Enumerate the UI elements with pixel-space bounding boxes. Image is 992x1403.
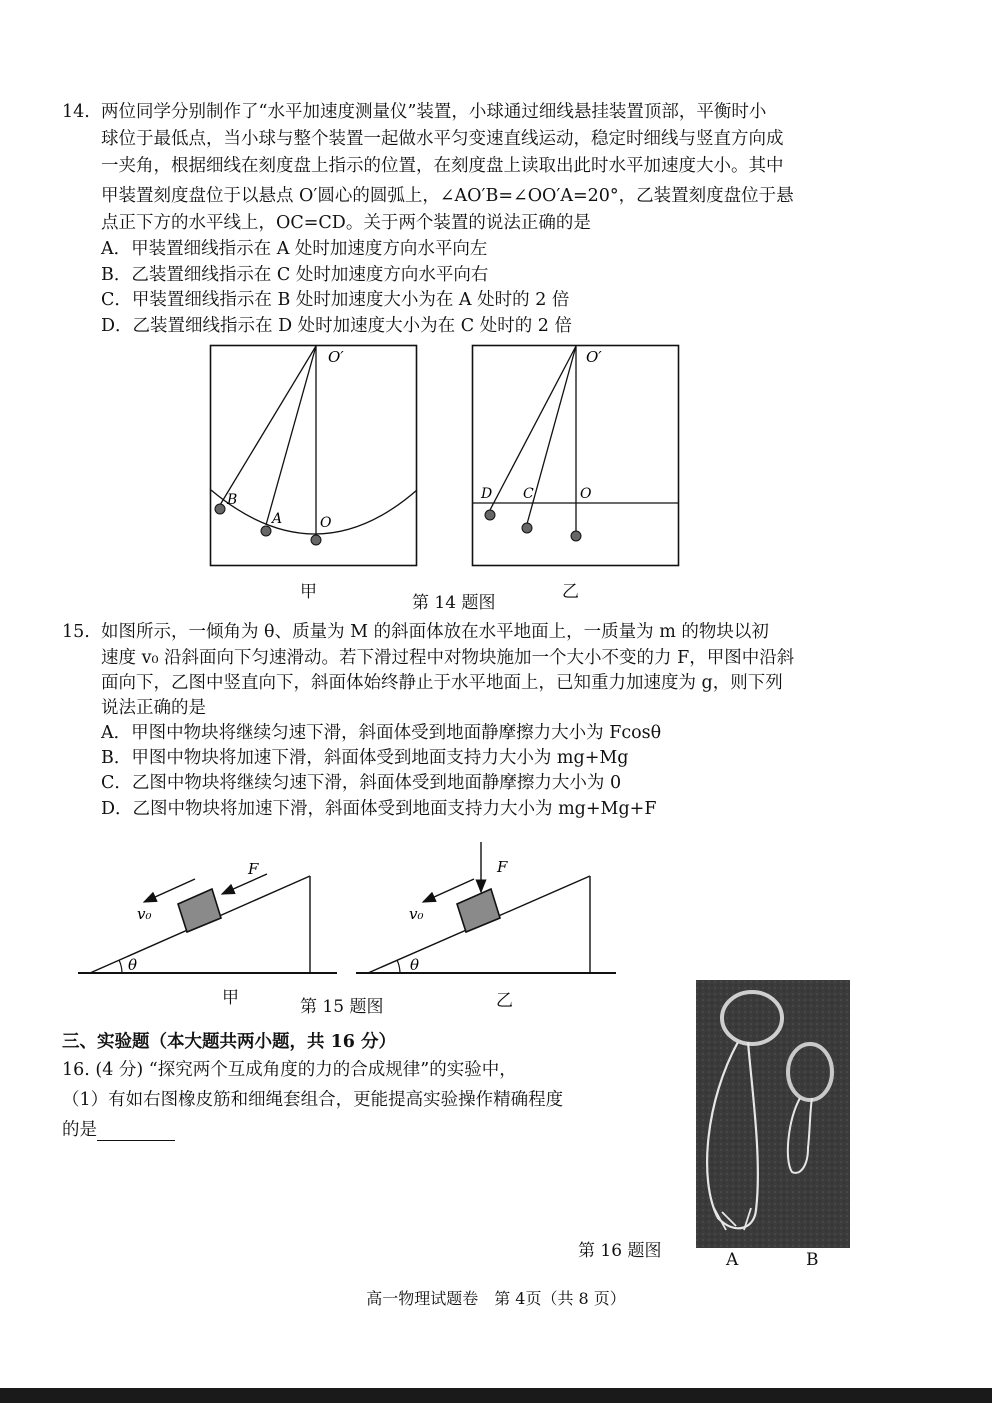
q15-option-a: A．甲图中物块将继续匀速下滑，斜面体受到地面静摩擦力大小为 Fcosθ bbox=[101, 723, 662, 743]
q14-line-4: 甲装置刻度盘位于以悬点 O′圆心的圆弧上，∠AO′B=∠OO′A=20°，乙装置刻度盘位于悬 bbox=[101, 186, 794, 206]
q14-line-1: 两位同学分别制作了“水平加速度测量仪”装置，小球通过细线悬挂装置顶部，平衡时小 bbox=[101, 102, 767, 122]
q14-figure-caption: 第 14 题图 bbox=[412, 593, 496, 613]
jia-arc-scale bbox=[211, 490, 417, 534]
yi-ball-c bbox=[522, 523, 532, 533]
q14-line-5: 点正下方的水平线上，OC=CD。关于两个装置的说法正确的是 bbox=[101, 213, 591, 233]
q16-line-1: （1）有如右图橡皮筋和细绳套组合，更能提高实验操作精确程度 bbox=[62, 1090, 564, 1110]
yi-label-o-prime: O′ bbox=[586, 348, 602, 366]
q15-line-1: 如图所示，一倾角为 θ、质量为 M 的斜面体放在水平地面上，一质量为 m 的物块以初 bbox=[101, 622, 769, 642]
q15-option-b: B．甲图中物块将加速下滑，斜面体受到地面支持力大小为 mg+Mg bbox=[101, 748, 629, 768]
q16-label-b: B bbox=[806, 1250, 819, 1270]
jia-block bbox=[178, 889, 221, 932]
q16-answer-blank[interactable] bbox=[97, 1122, 175, 1141]
yi-label-c: C bbox=[523, 486, 534, 502]
jia-velocity-arrow bbox=[144, 879, 195, 902]
jia-label-v0: v₀ bbox=[137, 905, 152, 923]
q16-photo bbox=[696, 980, 850, 1248]
page-footer: 高一物理试题卷 第 4页（共 8 页） bbox=[366, 1289, 626, 1308]
yi-string-c bbox=[527, 346, 576, 524]
rubber-band-illustration bbox=[696, 980, 850, 1248]
yi-label-v0: v₀ bbox=[409, 905, 424, 923]
jia-label-theta: θ bbox=[128, 956, 138, 974]
q14-line-2: 球位于最低点，当小球与整个装置一起做水平匀变速直线运动，稳定时细线与竖直方向成 bbox=[101, 129, 784, 149]
yi-label-f: F bbox=[497, 858, 508, 876]
yi-label-theta: θ bbox=[410, 956, 420, 974]
q15-line-2: 速度 v₀ 沿斜面向下匀速滑动。若下滑过程中对物块施加一个大小不变的力 F，甲图中沿斜 bbox=[101, 648, 795, 668]
q15-line-4: 说法正确的是 bbox=[101, 698, 206, 718]
jia-ball-o bbox=[311, 535, 321, 545]
jia-label-o-prime: O′ bbox=[328, 348, 344, 366]
q15-option-c: C．乙图中物块将继续匀速下滑，斜面体受到地面静摩擦力大小为 0 bbox=[101, 773, 622, 793]
q14-caption-yi: 乙 bbox=[562, 582, 579, 602]
q16-header: 16. (4 分) “探究两个互成角度的力的合成规律”的实验中， bbox=[62, 1060, 517, 1080]
q16-figure-caption: 第 16 题图 bbox=[578, 1241, 662, 1261]
q15-line-3: 面向下，乙图中竖直向下，斜面体始终静止于水平地面上，已知重力加速度为 g，则下列 bbox=[101, 673, 783, 693]
q14-number: 14. bbox=[62, 102, 90, 122]
section-3-title: 三、实验题（本大题共两小题，共 16 分） bbox=[62, 1032, 397, 1052]
q14-line-3: 一夹角，根据细线在刻度盘上指示的位置，在刻度盘上读取出此时水平加速度大小。其中 bbox=[101, 156, 784, 176]
jia-label-a: A bbox=[272, 511, 283, 527]
q15-caption-jia: 甲 bbox=[222, 988, 239, 1008]
jia-angle-arc bbox=[119, 960, 122, 973]
q15-caption-yi: 乙 bbox=[496, 991, 513, 1011]
yi-angle-arc bbox=[397, 960, 400, 973]
q15-figure bbox=[70, 826, 630, 986]
q14-option-d: D．乙装置细线指示在 D 处时加速度大小为在 C 处时的 2 倍 bbox=[101, 316, 572, 336]
yi-label-o: O bbox=[580, 486, 592, 502]
jia-force-arrow bbox=[222, 874, 267, 894]
q14-figure bbox=[200, 340, 690, 578]
yi-block bbox=[457, 889, 500, 932]
jia-ball-a bbox=[261, 526, 271, 536]
jia-label-b: B bbox=[227, 492, 238, 508]
q15-option-d: D．乙图中物块将加速下滑，斜面体受到地面支持力大小为 mg+Mg+F bbox=[101, 799, 657, 819]
q14-option-c: C．甲装置细线指示在 B 处时加速度大小为在 A 处时的 2 倍 bbox=[101, 290, 570, 310]
jia-label-f: F bbox=[248, 860, 259, 878]
q16-line-2 bbox=[62, 1119, 175, 1141]
q14-option-b: B．乙装置细线指示在 C 处时加速度方向水平向右 bbox=[101, 265, 489, 285]
q16-line-2-text: 的是 bbox=[62, 1120, 97, 1140]
q15-figure-caption: 第 15 题图 bbox=[300, 997, 384, 1017]
jia-ball-b bbox=[215, 504, 225, 514]
q15-number: 15. bbox=[62, 622, 90, 642]
jia-label-o: O bbox=[320, 515, 332, 531]
scan-edge-bar bbox=[0, 1388, 992, 1403]
yi-ball-d bbox=[485, 510, 495, 520]
yi-ball-o bbox=[571, 531, 581, 541]
q14-option-a: A．甲装置细线指示在 A 处时加速度方向水平向左 bbox=[101, 239, 488, 259]
yi-velocity-arrow bbox=[423, 879, 474, 902]
jia-string-a bbox=[266, 346, 316, 525]
jia-string-b bbox=[220, 346, 316, 505]
q14-caption-jia: 甲 bbox=[300, 582, 317, 602]
q16-label-a: A bbox=[726, 1250, 739, 1270]
yi-label-d: D bbox=[481, 486, 493, 502]
jia-frame bbox=[211, 346, 417, 566]
